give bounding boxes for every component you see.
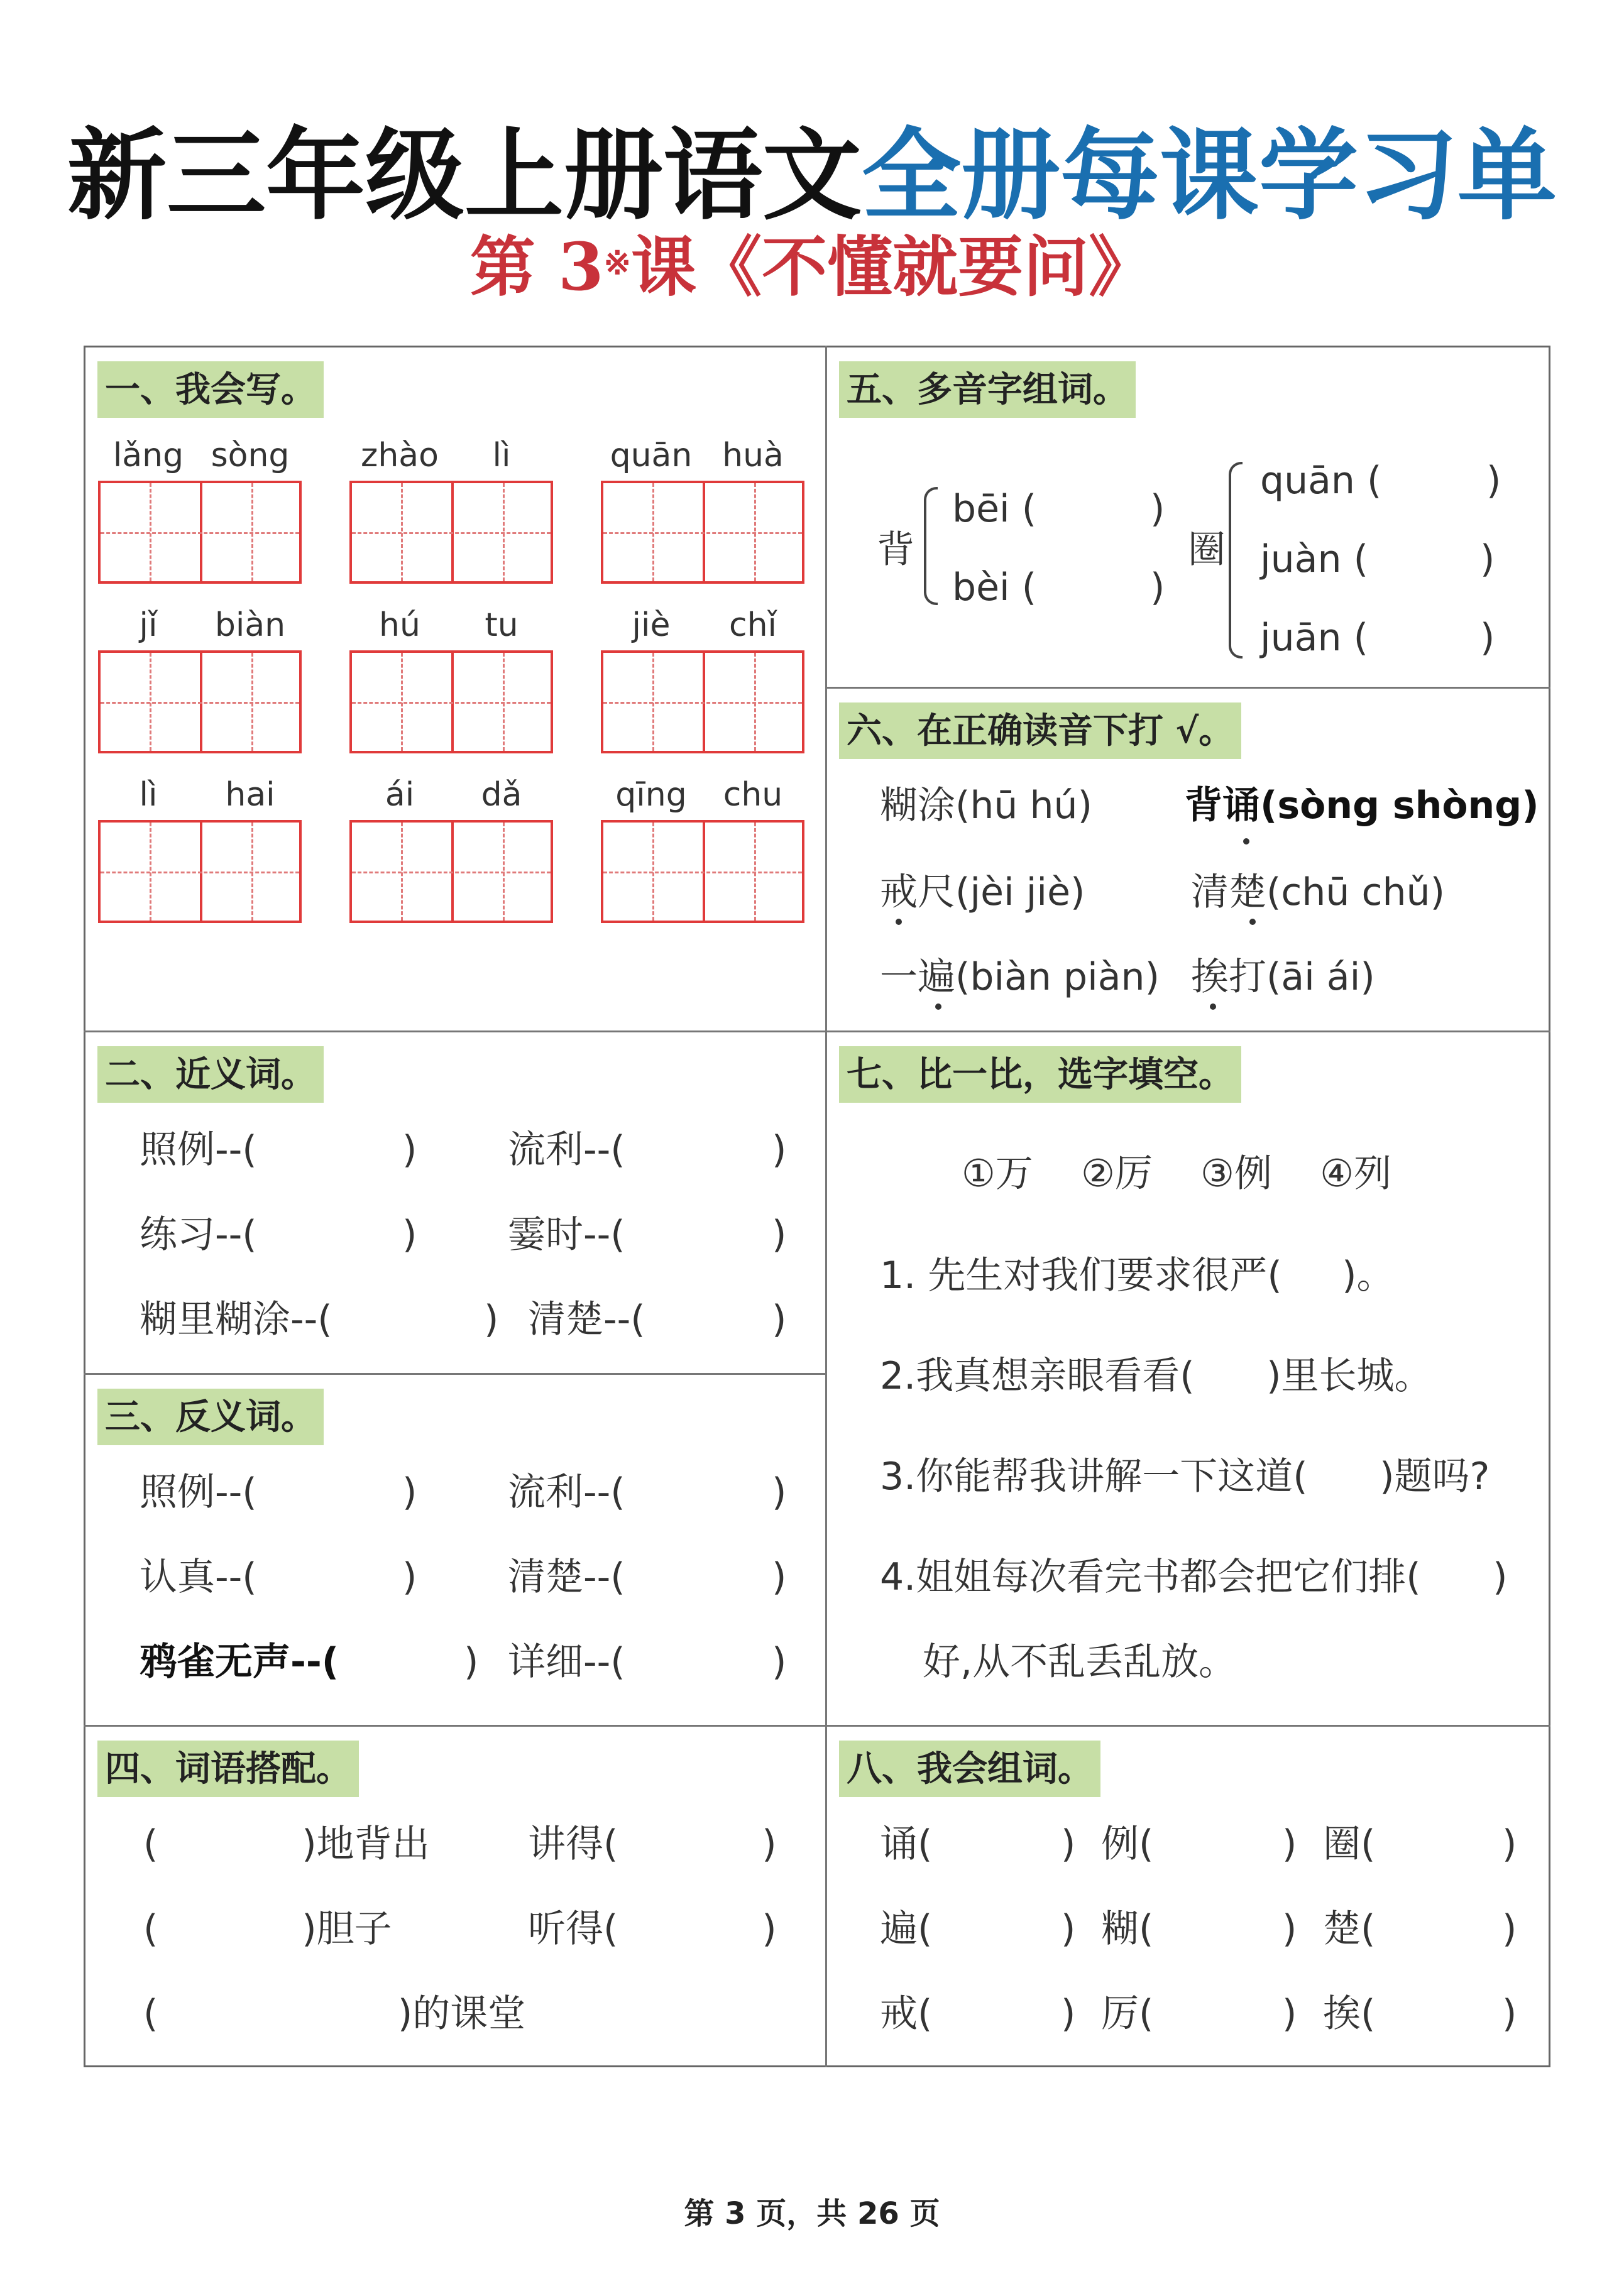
question-3: 3.你能帮我讲解一下这道( )题吗? xyxy=(880,1455,1490,1499)
pinyin-label: hú xyxy=(379,606,420,644)
blank-close: ) xyxy=(772,1128,787,1172)
pinyin-label: biàn xyxy=(214,606,286,644)
pinyin-label: zhào xyxy=(361,437,439,474)
polyphone-item: bēi ( xyxy=(952,487,1037,531)
row-divider xyxy=(84,1725,1550,1727)
pinyin-label: sòng xyxy=(211,437,290,474)
compose-char: 厉( xyxy=(1101,1992,1154,2036)
pinyin-label: huà xyxy=(722,437,784,474)
word-prompt: 流利--( xyxy=(508,1128,625,1172)
compose-char: 诵( xyxy=(880,1822,933,1866)
word-prompt: 鸦雀无声--( xyxy=(140,1640,339,1684)
page-number: 第 3 页，共 26 页 xyxy=(684,2196,940,2231)
blank-close: ) xyxy=(772,1555,787,1599)
compose-char: 例( xyxy=(1101,1822,1154,1866)
collocation-item: 听得( ) xyxy=(528,1907,777,1951)
polyphone-char: 背 xyxy=(877,528,914,572)
writing-grid[interactable] xyxy=(601,650,804,753)
section-header: 八、我会组词。 xyxy=(839,1741,1100,1797)
section-header: 一、我会写。 xyxy=(97,361,324,418)
blank-close: ) xyxy=(1150,566,1165,610)
section-header: 三、反义词。 xyxy=(97,1389,324,1445)
question-1: 1. 先生对我们要求很严( )。 xyxy=(880,1254,1395,1298)
column-divider xyxy=(825,346,827,2067)
word-prompt: 详细--( xyxy=(508,1640,625,1684)
row-divider xyxy=(84,1373,825,1375)
writing-grid[interactable] xyxy=(98,481,302,584)
blank-close: ) xyxy=(402,1128,417,1172)
blank-close: ) xyxy=(772,1640,787,1684)
compose-char: 圈( xyxy=(1323,1822,1376,1866)
polyphone-item: juān ( xyxy=(1260,616,1368,660)
word-prompt: 流利--( xyxy=(508,1470,625,1514)
writing-grid[interactable] xyxy=(349,650,553,753)
word-prompt: 练习--( xyxy=(140,1213,257,1257)
brace-icon xyxy=(924,487,938,605)
subtitle-prefix: 第 3 xyxy=(469,228,604,305)
compose-char: 戒( xyxy=(880,1992,933,2036)
row-divider xyxy=(84,1030,1550,1032)
question-4: 4.姐姐每次看完书都会把它们排( ) xyxy=(880,1555,1508,1599)
pinyin-label: chu xyxy=(723,776,783,814)
question-2: 2.我真想亲眼看看( )里长城。 xyxy=(880,1354,1432,1398)
pinyin-label: lì xyxy=(139,776,158,814)
subtitle-suffix: 课《不懂就要问》 xyxy=(631,228,1155,305)
pronunciation-item[interactable]: 背诵(sòng shòng) xyxy=(1185,784,1539,828)
pinyin-label: hai xyxy=(225,776,275,814)
pinyin-label: dǎ xyxy=(481,776,522,814)
word-prompt: 清楚--( xyxy=(508,1555,625,1599)
compose-char: 挨( xyxy=(1323,1992,1376,2036)
pronunciation-item[interactable]: 清楚(chū chǔ) xyxy=(1191,870,1445,914)
pinyin-label: jiè xyxy=(632,606,671,644)
word-prompt: 霎时--( xyxy=(508,1213,625,1257)
blank-close: ) xyxy=(402,1555,417,1599)
blank-close: ) xyxy=(484,1298,499,1342)
pinyin-label: tu xyxy=(485,606,518,644)
pinyin-label: ái xyxy=(385,776,415,814)
pinyin-label: qīng xyxy=(615,776,687,814)
subtitle-mark: ※ xyxy=(603,244,632,282)
section-header: 六、在正确读音下打 √。 xyxy=(839,702,1241,759)
section-header: 二、近义词。 xyxy=(97,1046,324,1103)
writing-grid[interactable] xyxy=(601,481,804,584)
writing-grid[interactable] xyxy=(98,820,302,923)
emphasis-dot xyxy=(935,1003,941,1010)
title-part1: 新三年级上册语文 xyxy=(67,118,862,234)
blank-close: ) xyxy=(1486,459,1501,503)
pinyin-label: chǐ xyxy=(729,606,777,644)
emphasis-dot xyxy=(896,919,902,925)
blank-close: ) xyxy=(1502,1822,1517,1866)
blank-close: ) xyxy=(1061,1907,1076,1951)
emphasis-dot xyxy=(1243,838,1249,845)
collocation-item: ( )的课堂 xyxy=(143,1992,526,2036)
pronunciation-item[interactable]: 一遍(biàn piàn) xyxy=(880,955,1160,999)
compose-char: 遍( xyxy=(880,1907,933,1951)
writing-grid[interactable] xyxy=(349,481,553,584)
lesson-subtitle xyxy=(0,226,1624,308)
blank-close: ) xyxy=(1061,1992,1076,2036)
collocation-item: ( )地背出 xyxy=(143,1822,430,1866)
section-header: 四、词语搭配。 xyxy=(97,1741,359,1797)
blank-close: ) xyxy=(402,1213,417,1257)
collocation-item: 讲得( ) xyxy=(528,1822,777,1866)
question-4-continued: 好,从不乱丢乱放。 xyxy=(923,1640,1237,1684)
blank-close: ) xyxy=(772,1470,787,1514)
writing-grid[interactable] xyxy=(349,820,553,923)
blank-close: ) xyxy=(1061,1822,1076,1866)
word-prompt: 认真--( xyxy=(140,1555,257,1599)
blank-close: ) xyxy=(772,1298,787,1342)
blank-close: ) xyxy=(1502,1907,1517,1951)
pinyin-label: jǐ xyxy=(139,606,158,644)
row-divider xyxy=(825,687,1550,689)
polyphone-item: quān ( xyxy=(1260,459,1382,503)
page-title xyxy=(0,113,1624,239)
brace-icon xyxy=(1229,462,1243,659)
collocation-item: ( )胆子 xyxy=(143,1907,392,1951)
word-prompt: 照例--( xyxy=(140,1128,257,1172)
blank-close: ) xyxy=(1480,537,1495,581)
pronunciation-item[interactable]: 糊涂(hū hú) xyxy=(880,784,1092,828)
pronunciation-item[interactable]: 挨打(āi ái) xyxy=(1191,955,1375,999)
writing-grid[interactable] xyxy=(601,820,804,923)
polyphone-char: 圈 xyxy=(1188,528,1226,572)
blank-close: ) xyxy=(1282,1822,1297,1866)
compose-char: 糊( xyxy=(1101,1907,1154,1951)
blank-close: ) xyxy=(464,1640,479,1684)
section-header: 五、多音字组词。 xyxy=(839,361,1136,418)
blank-close: ) xyxy=(1480,616,1495,660)
blank-close: ) xyxy=(402,1470,417,1514)
word-prompt: 照例--( xyxy=(140,1470,257,1514)
pinyin-label: lǎng xyxy=(112,437,184,474)
blank-close: ) xyxy=(1282,1907,1297,1951)
pronunciation-item[interactable]: 戒尺(jèi jiè) xyxy=(880,870,1085,914)
blank-close: ) xyxy=(1502,1992,1517,2036)
title-part2: 全册每课学习单 xyxy=(862,118,1557,234)
worksheet-frame xyxy=(84,346,1550,2067)
blank-close: ) xyxy=(772,1213,787,1257)
word-prompt: 清楚--( xyxy=(528,1298,645,1342)
blank-close: ) xyxy=(1282,1992,1297,2036)
section-header: 七、比一比，选字填空。 xyxy=(839,1046,1241,1103)
pinyin-label: lì xyxy=(492,437,511,474)
blank-close: ) xyxy=(1150,487,1165,531)
polyphone-item: bèi ( xyxy=(952,566,1037,610)
emphasis-dot xyxy=(1249,919,1256,925)
polyphone-item: juàn ( xyxy=(1260,537,1368,581)
word-prompt: 糊里糊涂--( xyxy=(140,1298,332,1342)
options-list: ①万 ②厉 ③例 ④列 xyxy=(962,1152,1392,1196)
emphasis-dot xyxy=(1210,1003,1216,1010)
compose-char: 楚( xyxy=(1323,1907,1376,1951)
writing-grid[interactable] xyxy=(98,650,302,753)
pinyin-label: quān xyxy=(610,437,693,474)
